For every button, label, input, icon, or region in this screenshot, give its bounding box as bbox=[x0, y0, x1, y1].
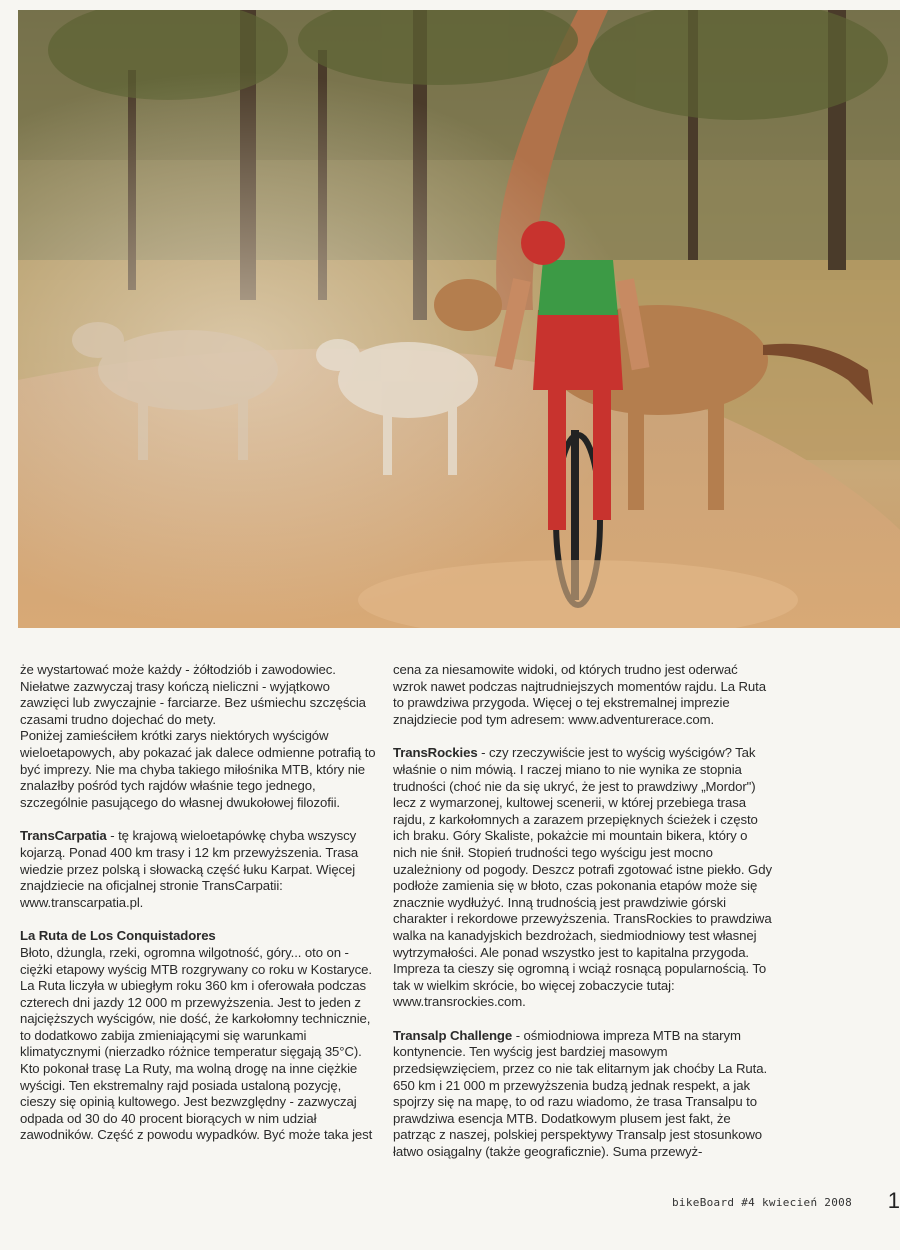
right-column bbox=[393, 662, 773, 1161]
transcarpatia-title: TransCarpatia bbox=[20, 828, 107, 844]
page-number: 1 bbox=[887, 1188, 900, 1213]
transalp-text: - ośmiodniowa impreza MTB na starym kontynencie. Ten wyścig jest bardziej masowym przedsięwzięciem, przez co nie tak elitarnym jak choćby La Ruta. 650 km i 21 000 m przewyższenia budzą jednak respekt, a jak spojrzy się na mapę, to od razu wiadomo, że trasa Transalpu to prawdziwa esencja MTB. Dodatkowym plusem jest fakt, że patrząc z naszej, polskiej perspektywy Transalp jest stosunkowo łatwo osiągalny (także geograficznie). Suma przewyż- bbox=[393, 1027, 768, 1160]
laruta-continued: cena za niesamowite widoki, od których trudno jest oderwać wzrok nawet podczas najtrudniejszych momentów rajdu. La Ruta to prawdziwa przygoda. Więcej o tej ekstremalnej imprezie znajdziecie pod tym adresem: www.adventurerace.com. bbox=[393, 662, 766, 727]
intro-paragraph-2: Poniżej zamieściłem krótki zarys niektórych wyścigów wieloetapowych, aby pokazać jak dalece odmienne potrafią to być imprezy. Nie ma chyba takiego miłośnika MTB, który nie znalazłby pośród tych rajdów właśnie tego jednego, szczególnie pasującego do własnej dwukołowej filozofii. bbox=[20, 728, 376, 810]
laruta-title: La Ruta de Los Conquistadores bbox=[20, 928, 216, 944]
transalp-section bbox=[393, 1028, 773, 1161]
transcarpatia-section bbox=[20, 828, 380, 911]
laruta-text: Błoto, dżungla, rzeki, ogromna wilgotność, góry... oto on - ciężki etapowy wyścig MTB rozgrywany co roku w Kostaryce. La Ruta liczyła w ubiegłym roku 360 km i oferowała podczas czterech dni jazdy 12 000 m przewyższenia. Jest to jeden z najcięższych wyścigów, nie dość, że karkołomny technicznie, to dodatkowo zabija zmieniającymi się warunkami klimatycznymi (nierzadko różnice temperatur sięgają 35°C). Kto pokonał trasę La Ruty, ma wolną drogę na inne ciężkie wyścigi. Ten ekstremalny rajd posiada ustaloną pozycję, cieszy się opinią kultowego. Jest bezwzględny - zazwyczaj odpada od 30 do 40 procent biorących w nim udział zawodników. Część z powodu wypadków. Być może taka jest bbox=[20, 944, 373, 1143]
left-column bbox=[20, 662, 380, 1144]
transalp-title: Transalp Challenge bbox=[393, 1027, 513, 1043]
transrockies-title: TransRockies bbox=[393, 745, 478, 761]
laruta-section bbox=[20, 928, 380, 1144]
mtb-rider-cattle-photo bbox=[18, 10, 900, 628]
magazine-footer: bikeBoard #4 kwiecień 2008 bbox=[672, 1196, 852, 1209]
transrockies-text: - czy rzeczywiście jest to wyścig wyścigów? Tak właśnie o nim mówią. I raczej miano to nie wynika ze stopnia trudności (choć nie da się ukryć, że jest to prawdziwy „Mordor") lecz z wymarzonej, kultowej scenerii, w której przebiega trasa rajdu, z karkołomnych a zarazem przepięknych ścieżek i często ich braku. Góry Skaliste, pokażcie mi mountain bikera, który o nich nie śnił. Stopień trudności tego wyścigu jest mocno uzależniony od pogody. Deszcz potrafi zgotować istne piekło. Gdy podłoże zamienia się w błoto, czas pokonania etapów może się znacznie wydłużyć. Inną trudnością jest prawdziwie górski charakter i rekordowe przewyższenia. TransRockies to prawdziwa walka na kanadyjskich bezdrożach, siedmiodniowy test własnej wytrzymałości. Ale ponad wszystko jest to kapitalna przygoda. Impreza ta cieszy się ogromną i wciąż rosnącą popularnością. To tak w wielkim skrócie, bo więcej zobaczycie tutaj: www.transrockies.com. bbox=[393, 745, 772, 1010]
transcarpatia-text: - tę krajową wieloetapówkę chyba wszyscy kojarzą. Ponad 400 km trasy i 12 km przewyższenia. Trasa wiedzie przez polską i słowacką część łuku Karpat. Więcej znajdziecie na oficjalnej stronie TransCarpatii: www.transcarpatia.pl. bbox=[20, 828, 359, 910]
hero-photo bbox=[18, 10, 900, 628]
intro-paragraph-1: że wystartować może każdy - żółtodziób i zawodowiec. Niełatwe zazwyczaj trasy kończą nieliczni - wyjątkowo zawzięci lub zwyczajnie - farciarze. Bez uśmiechu szczęścia czasami trudno dojechać do mety. bbox=[20, 662, 366, 727]
transrockies-section bbox=[393, 745, 773, 1011]
